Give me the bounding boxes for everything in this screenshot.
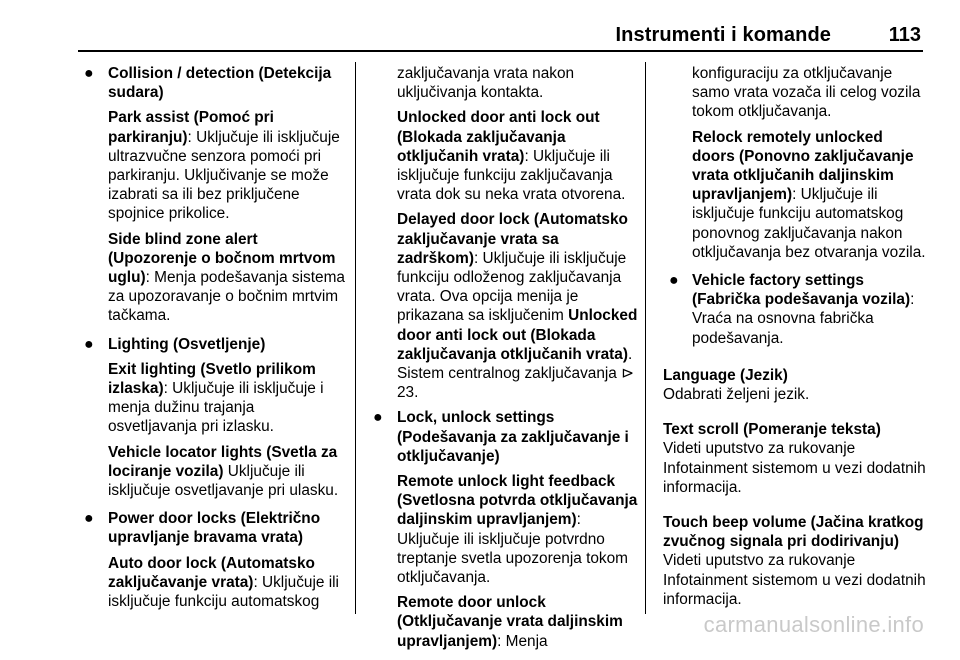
sub-label: Delayed door lock (Automatsko zaključavanje vrata sa zadrškom) xyxy=(397,211,628,267)
sub-item xyxy=(108,360,346,437)
sub-text: : Uključuje ili isključuje funkciju automatskog xyxy=(108,573,339,611)
section-body: Videti uputstvo za rukovanje Infotainment sistemom u vezi dodatnih informacija. xyxy=(663,552,926,608)
sub-text: : Uključuje ili isključuje ultrazvučne senzora pomoći pri parkiranju. Uključivanje se može izabrati sa ili bez priključene spojnice prikolice. xyxy=(108,128,340,223)
sub-text: : Uključuje ili isključuje funkciju automatskog ponovnog zaključavanja nakon otključavanja bez otvaranja vozila. xyxy=(692,186,926,261)
column-divider xyxy=(355,62,356,614)
sub-text: : Menja xyxy=(497,632,548,650)
section-body: Odabrati željeni jezik. xyxy=(663,386,810,404)
sub-label: Park assist (Pomoć pri parkiranju) xyxy=(108,109,274,146)
header-title: Instrumenti i komande xyxy=(615,24,831,46)
section xyxy=(663,420,928,497)
sub-label: Auto door lock (Automatsko zaključavanje vrata) xyxy=(108,554,315,591)
bullet-icon: ● xyxy=(373,409,383,427)
sub-label: Side blind zone alert (Upozorenje o bočnom mrtvom uglu) xyxy=(108,230,336,287)
item-heading: Power door locks (Električno upravljanje bravama vrata) xyxy=(108,510,321,547)
item-heading: Collision / detection (Detekcija sudara) xyxy=(108,65,332,102)
bullet-icon: ● xyxy=(669,272,679,290)
section xyxy=(663,513,928,609)
section-heading: Text scroll (Pomeranje teksta) xyxy=(663,421,881,439)
sub-text: : Uključuje ili isključuje funkciju zaključavanja vrata dok su neka vrata otvorena. xyxy=(397,147,626,204)
list-item xyxy=(373,408,638,650)
settings-sections xyxy=(663,366,928,609)
item-heading: Lock, unlock settings (Podešavanja za zaključavanje i otključavanje) xyxy=(397,409,629,465)
page-reference-icon: ⊳ xyxy=(621,365,635,383)
continued-text: konfiguraciju za otključavanje samo vrata vozača ili celog vozila tokom otključavanja. xyxy=(692,65,921,121)
sub-text: : Uključuje ili isključuje potvrdno treptanje svetla upozorenja tokom otključavanja. xyxy=(397,511,628,587)
watermark: carmanualsonline.info xyxy=(703,612,924,637)
sub-text: : Vraća na osnovna fabrička podešavanja. xyxy=(692,291,915,347)
section-heading: Language (Jezik) xyxy=(663,366,788,384)
sub-text: : Uključuje ili isključuje funkciju odloženog zaključavanja vrata. Ova opcija menija je prikazana sa isključenim xyxy=(397,249,627,325)
sub-item xyxy=(108,230,346,326)
sub-item xyxy=(108,108,346,223)
sub-text: : Menja podešavanja sistema za upozoravanje o bočnim mrtvim tačkama. xyxy=(108,269,345,325)
column-1 xyxy=(84,64,346,620)
bullet-icon: ● xyxy=(84,335,94,353)
list-item xyxy=(84,335,346,501)
bullet-icon: ● xyxy=(84,510,94,528)
column-2 xyxy=(373,64,638,660)
list-item xyxy=(84,509,346,611)
bullet-icon: ● xyxy=(84,65,94,82)
sub-label: Vehicle locator lights (Svetla za lociranje vozila) xyxy=(108,443,338,480)
sub-label: Unlocked door anti lock out (Blokada zaključavanja otključanih vrata) xyxy=(397,307,638,363)
sub-item xyxy=(397,472,638,587)
sub-text: . Sistem centralnog zaključavanja xyxy=(397,345,633,383)
sub-item xyxy=(108,443,346,501)
sub-label: Remote unlock light feedback (Svetlosna potvrda otključavanja daljinskim upravljanjem) xyxy=(397,473,638,529)
sub-item xyxy=(692,128,928,262)
section-heading: Touch beep volume (Jačina kratkog zvučnog signala pri dodirivanju) xyxy=(663,514,924,551)
section-body: Videti uputstvo za rukovanje Infotainment sistemom u vezi dodatnih informacija. xyxy=(663,440,926,496)
sub-item xyxy=(397,210,638,402)
sub-item xyxy=(397,108,638,204)
list-item xyxy=(663,271,928,348)
item-heading: Lighting (Osvetljenje) xyxy=(108,335,266,353)
sub-item xyxy=(397,593,638,651)
column-3 xyxy=(663,64,928,609)
sub-label: Exit lighting (Svetlo prilikom izlaska) xyxy=(108,360,316,398)
column-divider xyxy=(645,62,646,614)
sub-label: Relock remotely unlocked doors (Ponovno zaključavanje vrata otključanih daljinskim upravljanjem) xyxy=(692,128,914,204)
sub-text: Uključuje ili isključuje osvetljavanje pri ulasku. xyxy=(108,462,339,500)
continued-text: zaključavanja vrata nakon uključivanja kontakta. xyxy=(397,65,575,102)
sub-label: Unlocked door anti lock out (Blokada zaključavanja otključanih vrata) xyxy=(397,109,600,165)
sub-item xyxy=(108,554,346,612)
page-number: 113 xyxy=(888,24,921,46)
page-header xyxy=(78,18,923,52)
sub-label: Vehicle factory settings (Fabrička podešavanja vozila) xyxy=(692,272,911,309)
page-reference: 23. xyxy=(397,384,419,402)
sub-label: Remote door unlock (Otključavanje vrata daljinskim upravljanjem) xyxy=(397,594,623,650)
sub-text: : Uključuje ili isključuje i menja dužinu trajanja osvetljavanja pri izlasku. xyxy=(108,380,324,436)
list-item xyxy=(84,64,346,326)
section xyxy=(663,366,928,404)
